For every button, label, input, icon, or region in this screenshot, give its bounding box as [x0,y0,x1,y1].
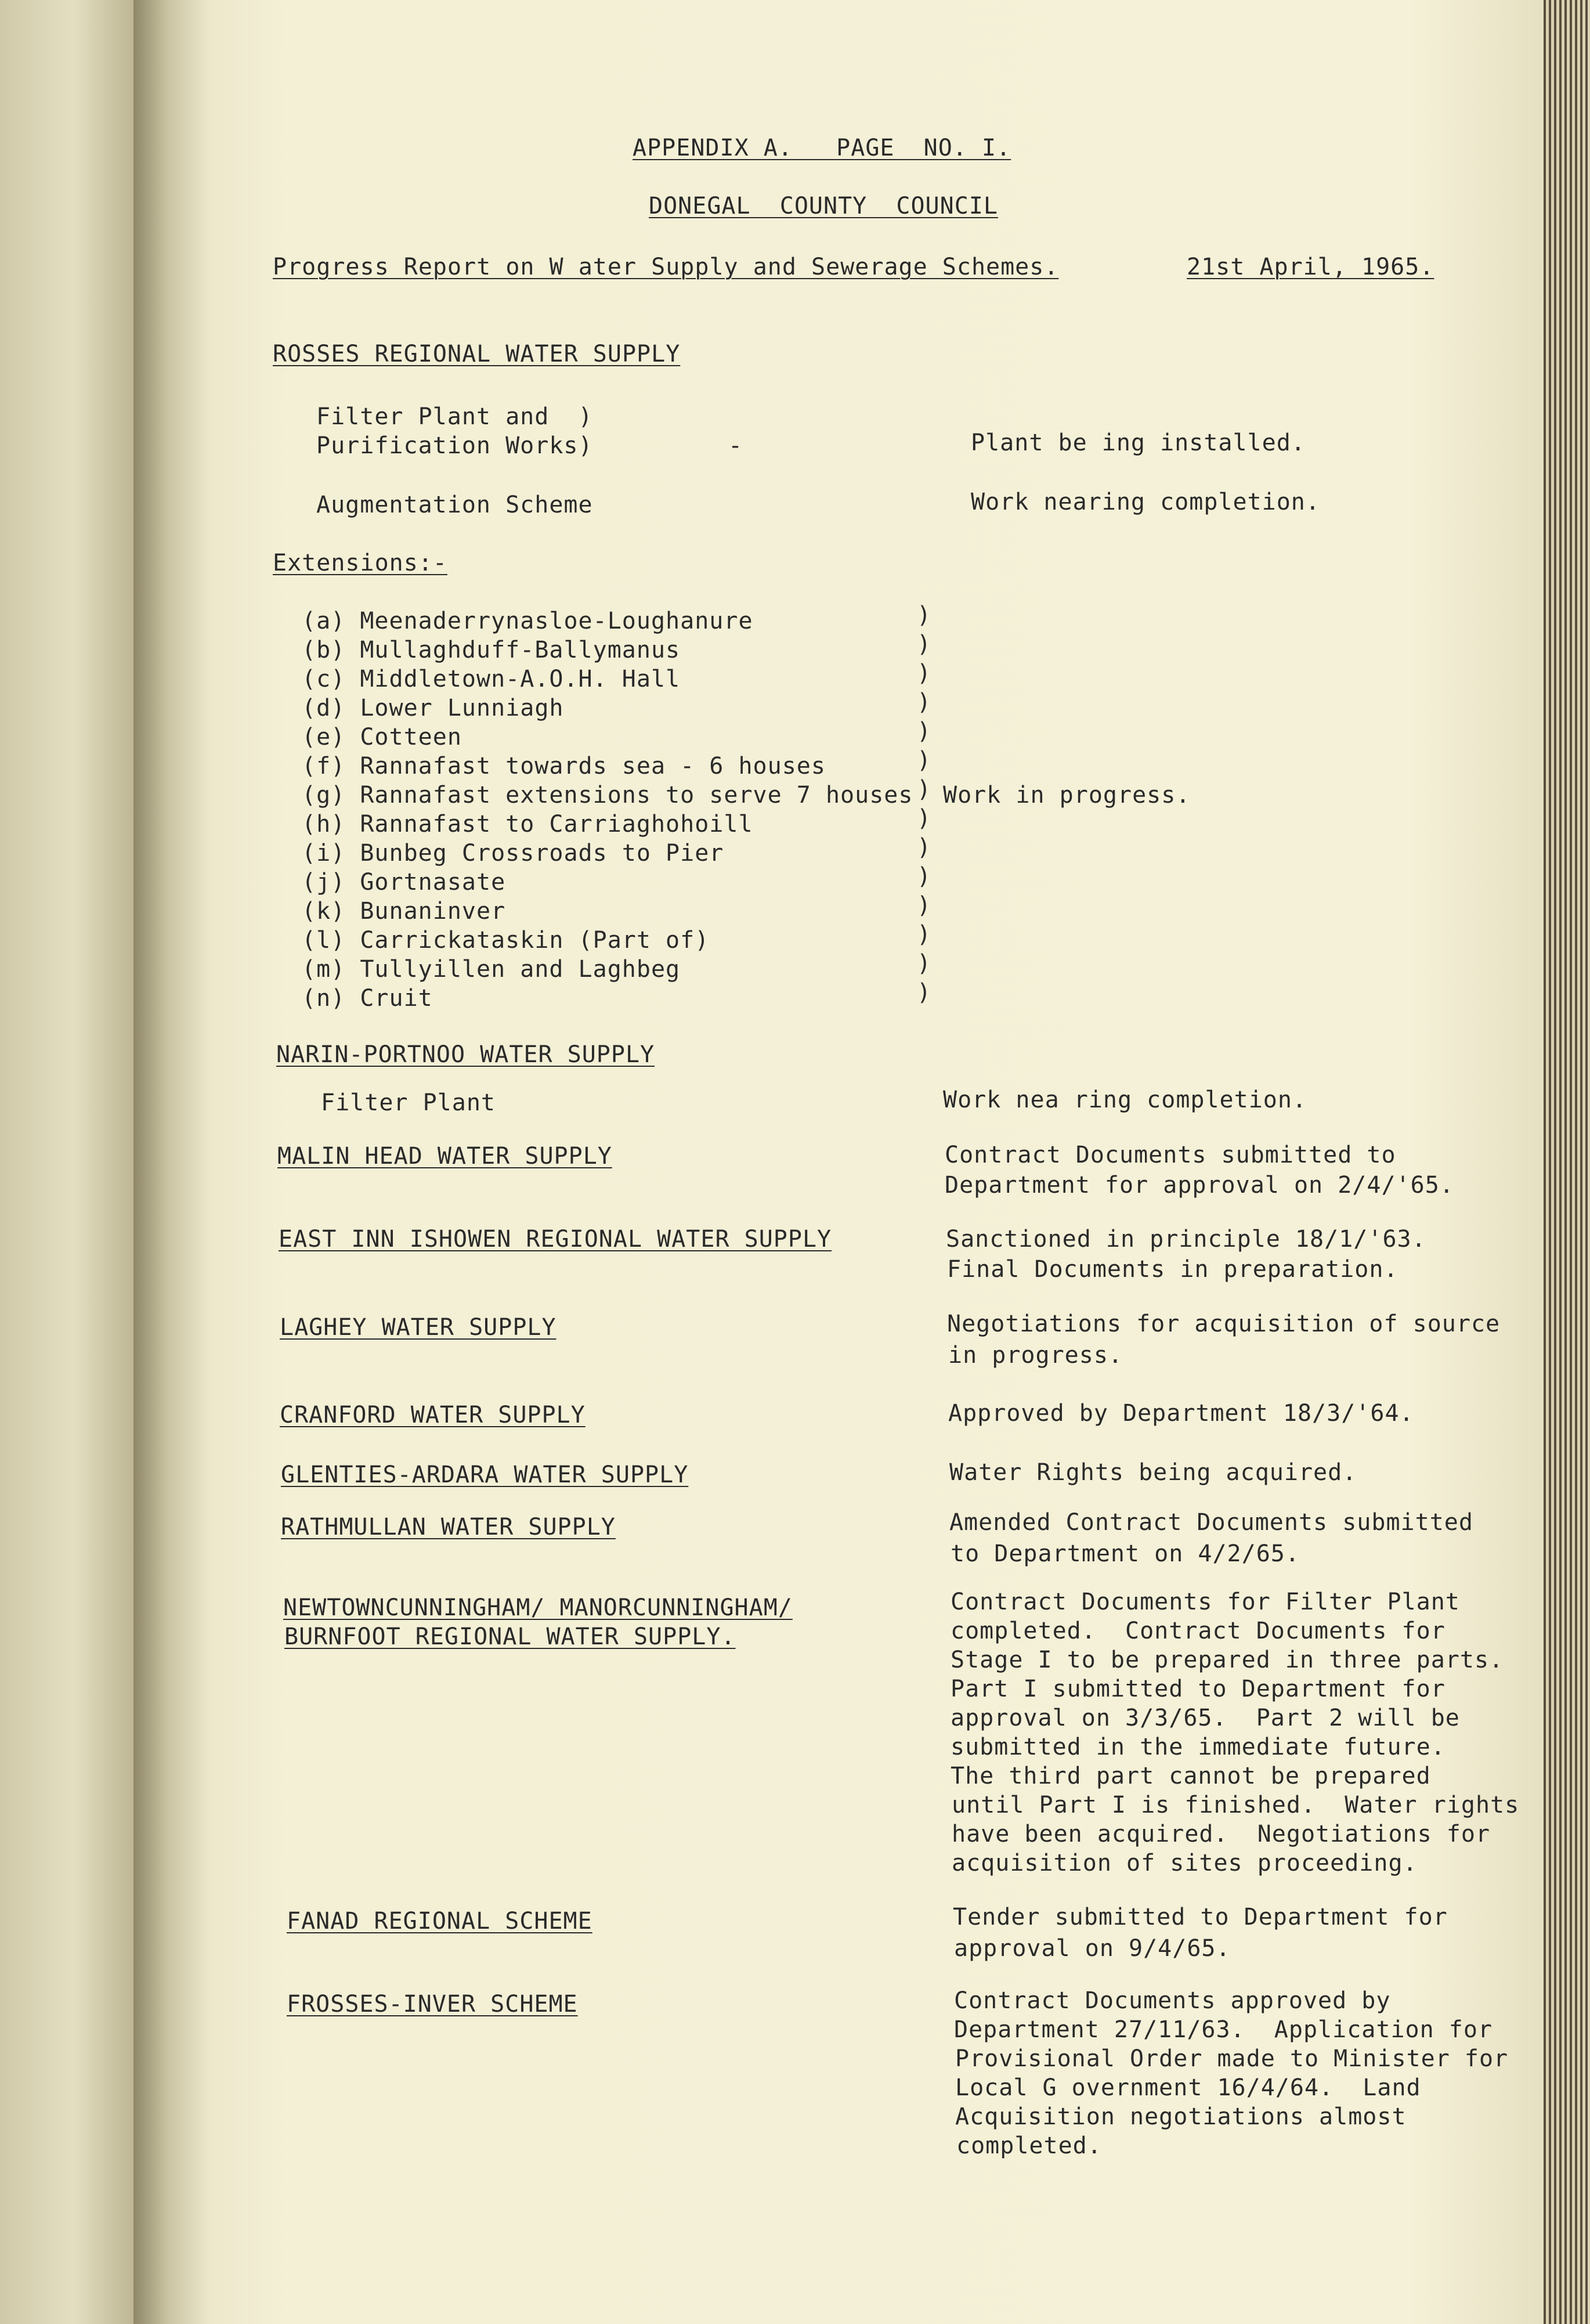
rathmullan-heading: RATHMULLAN WATER SUPPLY [281,1514,616,1540]
augmentation-status: Work nearing completion. [971,489,1320,515]
augmentation-label: Augmentation Scheme [316,492,593,518]
newtowncunningham-status-3: Stage I to be prepared in three parts. [951,1647,1504,1673]
dash: - [728,432,743,459]
frosses-status-6: completed. [956,2132,1102,2159]
narin-status: Work nea ring completion. [943,1087,1307,1113]
glenties-status: Water Rights being acquired. [949,1459,1357,1486]
bracket-a: ) [917,602,931,629]
newtowncunningham-status-2: completed. Contract Documents for [951,1618,1446,1644]
rathmullan-status-1: Amended Contract Documents submitted [949,1509,1473,1536]
appendix-heading: APPENDIX A. PAGE NO. I. [633,135,1011,161]
narin-heading: NARIN-PORTNOO WATER SUPPLY [276,1041,655,1068]
extension-c: (c) Middletown-A.O.H. Hall [302,666,681,692]
extension-d: (d) Lower Lunniagh [302,695,564,721]
cranford-heading: CRANFORD WATER SUPPLY [280,1402,586,1428]
newtowncunningham-status-6: submitted in the immediate future. [951,1734,1446,1760]
extensions-status: Work in progress. [943,782,1191,809]
report-title: Progress Report on W ater Supply and Sewerage Schemes. [273,254,1059,280]
frosses-status-4: Local G overnment 16/4/64. Land [955,2074,1421,2101]
extension-g: (g) Rannafast extensions to serve 7 houses [302,782,913,809]
extension-n: (n) Cruit [302,985,433,1012]
bracket-n: ) [917,979,931,1006]
frosses-status-5: Acquisition negotiations almost [955,2103,1407,2130]
laghey-status-1: Negotiations for acquisition of source [947,1311,1501,1337]
extension-i: (i) Bunbeg Crossroads to Pier [302,840,724,867]
extension-b: (b) Mullaghduff-Ballymanus [302,637,681,663]
purification-works-label: Purification Works) [316,432,593,459]
bracket-k: ) [917,892,931,919]
malin-status-1: Contract Documents submitted to [945,1142,1396,1168]
east-inishowen-heading: EAST INN ISHOWEN REGIONAL WATER SUPPLY [279,1226,832,1253]
newtowncunningham-status-9: have been acquired. Negotiations for [952,1821,1491,1847]
frosses-status-3: Provisional Order made to Minister for [955,2045,1509,2072]
extension-a: (a) Meenaderrynasloe-Loughanure [302,608,753,634]
extension-j: (j) Gortnasate [302,869,506,896]
bracket-e: ) [917,718,931,745]
extension-m: (m) Tullyillen and Laghbeg [302,956,681,983]
rathmullan-status-2: to Department on 4/2/65. [951,1540,1300,1567]
bracket-l: ) [917,921,931,948]
newtowncunningham-status-10: acquisition of sites proceeding. [952,1850,1418,1876]
extension-l: (l) Carrickataskin (Part of) [302,927,710,954]
bracket-i: ) [917,834,931,861]
bracket-c: ) [917,660,931,687]
bracket-g: ) [917,776,931,803]
extension-h: (h) Rannafast to Carriaghohoill [302,811,753,838]
malin-status-2: Department for approval on 2/4/'65. [945,1172,1454,1199]
cranford-status: Approved by Department 18/3/'64. [948,1400,1414,1427]
newtowncunningham-heading-2: BURNFOOT REGIONAL WATER SUPPLY. [284,1623,736,1650]
extension-f: (f) Rannafast towards sea - 6 houses [302,753,826,780]
extension-k: (k) Bunaninver [302,898,506,925]
newtowncunningham-status-5: approval on 3/3/65. Part 2 will be [951,1705,1460,1731]
newtowncunningham-status-4: Part I submitted to Department for [951,1676,1446,1702]
laghey-status-2: in progress. [948,1342,1123,1369]
narin-filter-plant: Filter Plant [321,1089,496,1116]
bracket-h: ) [917,805,931,832]
laghey-heading: LAGHEY WATER SUPPLY [280,1314,556,1341]
fanad-status-2: approval on 9/4/65. [954,1935,1231,1962]
newtowncunningham-status-7: The third part cannot be prepared [951,1763,1431,1789]
rosses-heading: ROSSES REGIONAL WATER SUPPLY [273,341,681,367]
filter-plant-label: Filter Plant and ) [316,403,593,430]
bracket-d: ) [917,689,931,716]
east-inishowen-status-1: Sanctioned in principle 18/1/'63. [946,1226,1426,1253]
filter-plant-status: Plant be ing installed. [971,430,1306,456]
bracket-b: ) [917,631,931,658]
bracket-f: ) [917,747,931,774]
fanad-heading: FANAD REGIONAL SCHEME [287,1908,592,1935]
frosses-heading: FROSSES-INVER SCHEME [287,1991,578,2018]
council-name: DONEGAL COUNTY COUNCIL [649,193,998,219]
malin-heading: MALIN HEAD WATER SUPPLY [277,1143,612,1170]
east-inishowen-status-2: Final Documents in preparation. [947,1256,1399,1283]
glenties-heading: GLENTIES-ARDARA WATER SUPPLY [281,1461,689,1488]
newtowncunningham-status-1: Contract Documents for Filter Plant [951,1589,1460,1615]
fanad-status-1: Tender submitted to Department for [953,1904,1448,1930]
frosses-status-2: Department 27/11/63. Application for [954,2016,1493,2043]
report-date: 21st April, 1965. [1187,254,1434,280]
bracket-m: ) [917,950,931,977]
newtowncunningham-heading-1: NEWTOWNCUNNINGHAM/ MANORCUNNINGHAM/ [283,1594,793,1621]
newtowncunningham-status-8: until Part I is finished. Water rights [952,1792,1520,1818]
extensions-heading: Extensions:- [273,550,447,576]
bracket-j: ) [917,863,931,890]
extension-e: (e) Cotteen [302,724,462,750]
frosses-status-1: Contract Documents approved by [954,1987,1391,2014]
